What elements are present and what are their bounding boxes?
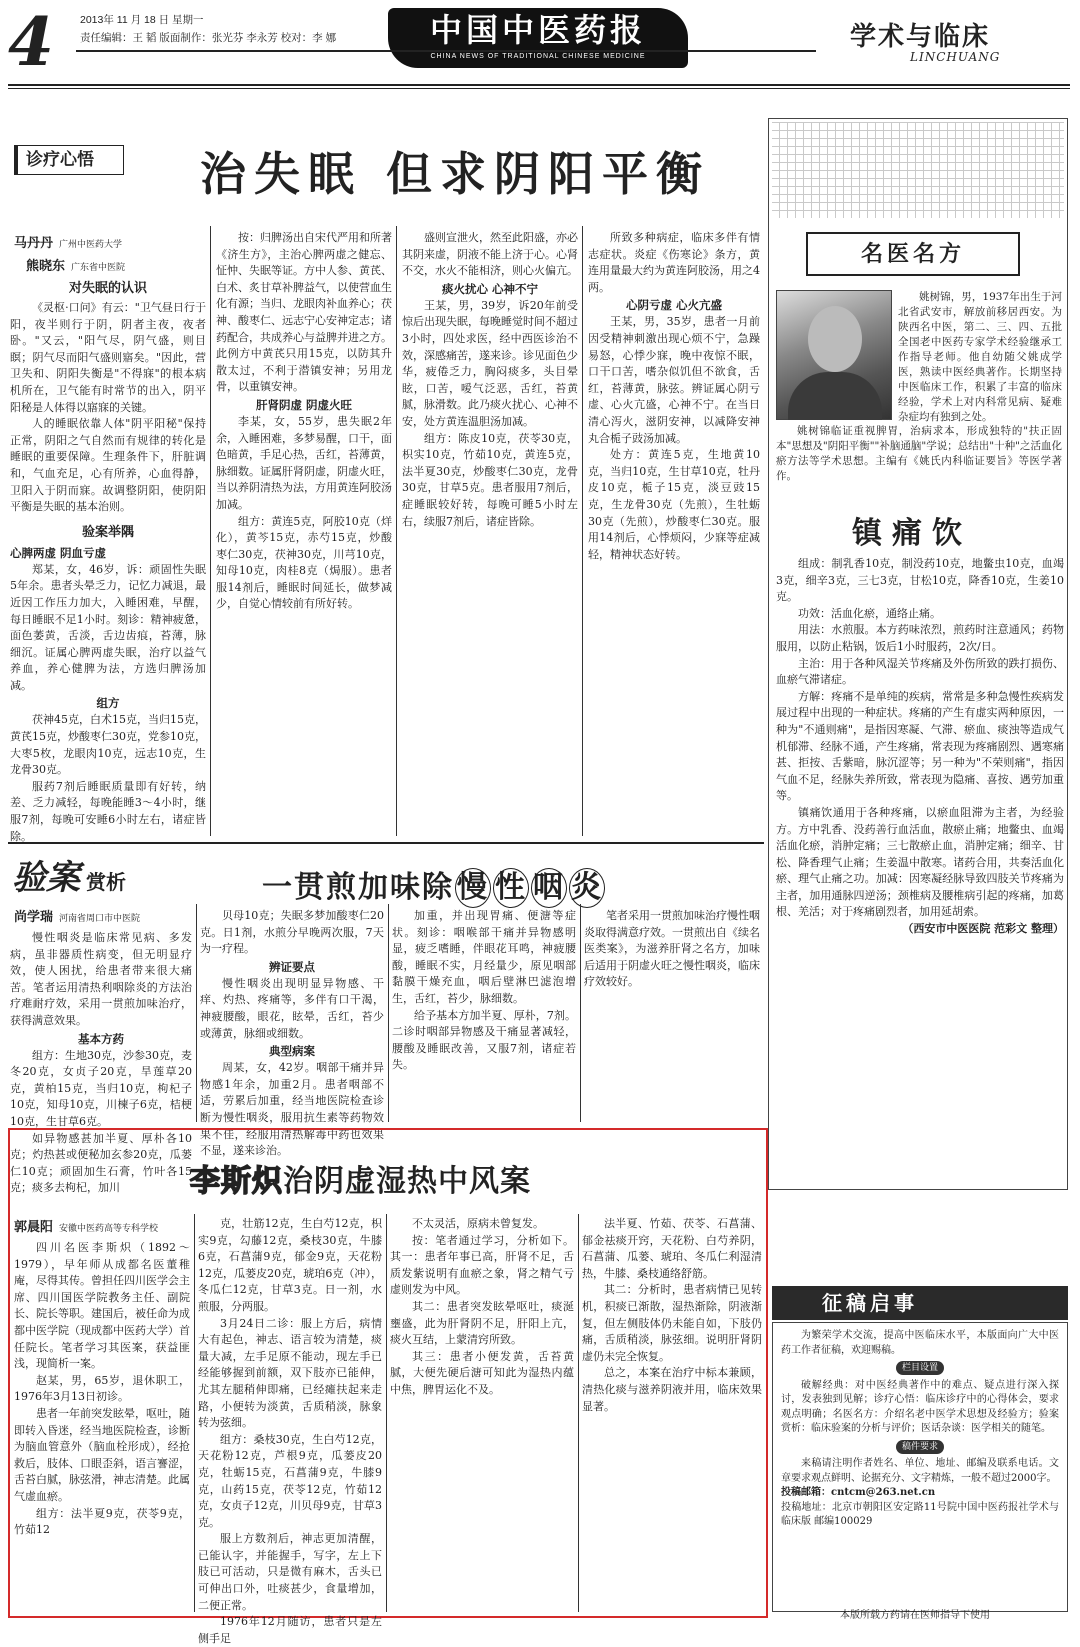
header-bottom-rule: [8, 84, 1070, 86]
column-divider: [386, 1214, 387, 1612]
paragraph: 郑某，女，46岁，诉：顽固性失眠5年余。患者头晕乏力，记忆力减退，最近因工作压力加大，入睡困难，早醒，每日睡眠不足1小时。刻诊：精神疲惫，面色萎黄，舌淡，舌边齿痕，苔薄，脉细沉。证属心脾两虚失眠，治疗以益气养血，养心健脾为法，方选归脾汤加减。: [10, 562, 206, 692]
paragraph: 用法：水煎服。本方药味浓烈，煎药时注意通风；药物服用，以防止粘锅，饭后1小时服药，2次/日。: [776, 623, 1064, 653]
editor-credits: 责任编辑：王 韬 版面制作：张光芬 李永芳 校对：李 娜: [80, 32, 337, 44]
article2-title: [262, 862, 606, 908]
column-divider: [578, 1214, 579, 1612]
paragraph: 组方：桑枝30克，生白芍12克，天花粉12克，芦根9克，瓜蒌皮20克，牡蛎15克，石菖蒲9克，牛膝9克，山药15克，茯苓12克，竹茹12克，女贞子12克，川贝母9克，甘草3克。: [198, 1432, 382, 1529]
author-name: 马丹丹: [14, 236, 54, 251]
case-subheading: 组方: [96, 696, 120, 711]
paragraph: 为繁荣学术交流，提高中医临床水平，本版面向广大中医药工作者征稿，欢迎赐稿。: [781, 1330, 1059, 1356]
paragraph: 组方：生地30克，沙参30克，麦冬20克，女贞子20克，旱莲草20克，黄柏15克，当归10克，枸杞子10克，知母10克，川楝子6克，桔梗10克，生甘草6克。: [10, 1048, 192, 1128]
paragraph: 加重，并出现胃痛、便溏等症状。刻诊：咽喉部干痛并异物感明显，疲乏嗜睡，伴眼花耳鸣，神疲腰酸，睡眠不实，月经量少，原见咽部黏膜干燥充血，咽后壁淋巴滤泡增生，舌红，苔少，脉细数。: [392, 909, 576, 1005]
article1-column-1: [10, 278, 206, 843]
column-divider: [580, 904, 581, 1122]
paragraph: 赵某，男，65岁，退休职工，1976年3月13日初诊。: [14, 1373, 190, 1404]
column-divider: [210, 226, 211, 836]
article2-title-prefix: 一贯煎加味除: [262, 870, 454, 905]
column-divider: [196, 904, 197, 1122]
paragraph: 服上方数剂后，神志更加清醒，已能认字，并能握手，写字，左上下肢已可活动，只是微有麻木，舌头已可伸出口外，吐痰甚少，食量增加，二便正常。: [198, 1532, 382, 1612]
article3-column-3: [390, 1216, 574, 1610]
doctor-bio: [898, 290, 1062, 423]
contact-email: 投稿邮箱：cntcm@263.net.cn: [781, 1487, 936, 1498]
article2-column-3: [392, 908, 576, 1120]
case-heading: 心脾两虚 阴血亏虚: [10, 545, 107, 560]
article2-tag-small: 赏析: [86, 870, 126, 894]
section-heading: 典型病案: [269, 1044, 315, 1059]
paragraph: 总之，本案在治疗中标本兼顾，清热化痰与滋养阴液并用，临床效果显著。: [582, 1366, 762, 1413]
decorative-pattern: [772, 122, 1064, 218]
page-number: 4: [8, 3, 54, 81]
author-affiliation: 河南省周口市中医院: [59, 914, 141, 924]
paragraph: 镇痛饮通用于各种疼痛，以瘀血阻滞为主者，为经验方。方中乳香、没药善行血活血，散瘀止痛；地鳖虫、血竭活血化瘀，消肿定痛；三七散瘀止血，消肿定痛；细辛、甘松、降香理气止痛；生姜温中散寒。诸药合用，共奏活血化瘀、理气止痛之功。加减：因寒凝经脉导致四肢关节疼痛为主者，加用通脉四逆汤；颈椎病及腰椎病引起的疼痛，加葛根、羌活；对于疼痛剧烈者，加用延胡索。: [776, 805, 1064, 919]
paragraph: 克，壮筋12克，生白芍12克，枳实9克，勾藤12克，桑枝30克，牛膝6克，石菖蒲9克，郁金9克，天花粉12克，瓜蒌皮20克，琥珀6克（冲），冬瓜仁12克，甘草3克。日一剂，水煎服，分两服。: [198, 1217, 382, 1313]
article3-column-4: [582, 1216, 762, 1610]
paragraph: 组方：陈皮10克，茯苓30克，枳实10克，竹茹10克，黄连5克，法半夏30克，炒酸枣仁30克，龙骨30克，甘草5克。患者服用7剂后，症睡眠较好转，每晚可睡5小时左右，续服7剂后，诸症皆除。: [402, 431, 578, 528]
paragraph: 来稿请注明作者姓名、单位、地址、邮编及联系电话。文章要求观点鲜明、论据充分、文字精炼，一般不超过2000字。: [781, 1458, 1059, 1484]
header-bottom-rule-thin: [8, 88, 1070, 89]
paragraph: 1976年12月随访，患者只是左侧手足: [198, 1615, 382, 1645]
paragraph: 其三：患者小便发黄，舌苔黄腻，大便先硬后溏可知此为湿热内蕴中焦，脾胃运化不及。: [390, 1349, 574, 1396]
article2-tag: [12, 850, 126, 899]
paragraph: 笔者采用一贯煎加味治疗慢性咽炎取得满意疗效。一贯煎出自《续名医类案》，为滋养肝肾之名方，加味后适用于阴虚火旺之慢性咽炎，临床疗效较好。: [584, 909, 760, 989]
issue-date: 2013年 11 月 18 日 星期一: [80, 14, 204, 26]
paragraph: 四川名医李斯炽（1892～1979），早年师从成都名医董稚庵，尽得其传。曾担任四川医学会主席、四川国医学院教务主任、副院长、院长等职。建国后，被任命为成都中医学院（现成都中医药大学）首任院长。笔者学习其医案，获益匪浅，现简析一案。: [14, 1241, 190, 1371]
section-title-en: LINCHUANG: [910, 50, 1001, 64]
paragraph: 主治：用于各种风湿关节疼痛及外伤所致的跌打损伤、血瘀气滞诸症。: [776, 656, 1064, 687]
paragraph: 3月24日二诊：服上方后，病情大有起色，神志、语言较为清楚，痰量大减，左手足原不能动，现左手已经能够握到前额，双下肢亦已能伸，尤其左腿稍伸即痛，已经瘫扶起来走路，小便转为淡黄，舌质稍淡，脉象转为弦细。: [198, 1316, 382, 1430]
article2-column-1: [10, 930, 192, 1195]
article1-column-3: [402, 230, 578, 838]
paragraph: 人的睡眠依靠人体"阴平阳秘"保持正常，阴阳之气自然而有规律的转化是睡眠的重要保障。生理条件下，肝脏调和，气血充足，心有所养，心血得静，卫阳入于阴而寐。故调整阴阳，使阴阳平衡是失眠的基本治则。: [10, 417, 206, 514]
article3-title-name: 李斯炽: [190, 1164, 283, 1199]
paper-name-en: CHINA NEWS OF TRADITIONAL CHINESE MEDICINE: [430, 53, 646, 60]
paragraph: 方解：疼痛不是单纯的疾病，常常是多种急慢性疾病发展过程中出现的一种症状。疼痛的产生有虚实两种原因，一种为"不通则痛"，是指因寒凝、气滞、瘀血、痰浊等造成气机郁滞、经脉不通，产生疼痛，常表现为疼痛剧烈、遇寒痛甚、拒按、舌紫暗，脉沉涩等；另一种为"不荣则痛"，指因气血不足，经脉失养所致，常表现为隐痛、喜按、遇劳加重等。: [776, 689, 1064, 803]
paragraph: 王某，男，39岁，诉20年前受惊后出现失眠，每晚睡觉时间不超过3小时，四处求医，经中西医诊治不效，深感痛苦，遂来诊。诊见面色少华，疲倦乏力，胸闷痰多，头目晕眩，口苦，嗳气泛恶，舌红，苔黄腻，脉滑数。此乃痰火扰心、心神不安，处方黄连温胆汤加减。: [402, 298, 578, 428]
case-heading: 肝肾阴虚 阴虚火旺: [255, 397, 352, 412]
paragraph: 法半夏、竹茹、茯苓、石菖蒲、郁金祛痰开窍，天花粉、白芍养阴，石菖蒲、瓜蒌、琥珀、冬瓜仁利湿清热，牛膝、桑枝通络舒筋。: [582, 1217, 762, 1280]
article2-column-4: [584, 908, 760, 1120]
author-affiliation: 广州中医药大学: [59, 240, 123, 250]
article1-tag: 诊疗心悟: [14, 145, 124, 175]
paragraph: 给予基本方加半夏、厚朴，7剂。二诊时咽部异物感及干痛显著减轻，腰酸及睡眠改善，又服7剂，诸症若失。: [392, 1008, 576, 1072]
paragraph: 盛则宣泄火，然至此阳盛，亦必其阴来虚，阴液不能上济于心。心肾不交，水火不能相济，则心火偏亢。: [402, 231, 578, 278]
section-heading: 辨证要点: [269, 959, 315, 974]
column-divider: [194, 1214, 195, 1612]
footer-note: 本版所载方药请在医师指导下使用: [840, 1610, 990, 1621]
article3-byline: [14, 1216, 214, 1239]
paragraph: 《灵枢·口问》有云："卫气昼日行于阳，夜半则行于阴，阴者主夜，夜者卧。"又云，"阳气尽，阴气盛，则目瞑；阴气尽而阳气盛则寤矣。"因此，营卫失和、阴阳失衡是"不得寐"的根本病机所在，卫气能有时常节的出入，阴平阳秘是人体得以寤寐的关键。: [10, 301, 206, 414]
section-title: 学术与临床: [850, 22, 991, 52]
article2-tag-main: 验案: [12, 858, 80, 898]
article1-title: 治失眠 但求阴阳平衡: [200, 147, 711, 201]
author-name: 郭晨阳: [14, 1220, 54, 1235]
paragraph: 其二：分析时，患者病情已见转机，积痰已渐散，湿热渐除，阴液渐复，但左侧肢体仍未能自如，下肢仍痛，舌质稍淡，脉弦细。说明肝肾阴虚仍未完全恢复。: [582, 1283, 762, 1363]
paragraph: 所致多种病症，临床多伴有情志症状。炎症《伤寒论》条方，黄连用量最大约为黄连阿胶汤，用之4两。: [588, 231, 760, 294]
case-heading: 心阴亏虚 心火亢盛: [625, 298, 722, 313]
paragraph: 贝母10克；失眠多梦加酸枣仁20克。日1剂，水煎分早晚两次服，7天为一疗程。: [200, 909, 384, 956]
article1-column-4: [588, 230, 760, 838]
section-heading: 基本方药: [78, 1031, 124, 1046]
doctor-portrait-face: [808, 306, 862, 372]
author-name: 尚学瑞: [14, 910, 54, 925]
article3-column-1: [14, 1240, 190, 1610]
paragraph: 按：归脾汤出自宋代严用和所著《济生方》，主治心脾两虚之健忘、怔忡、失眠等证。方中人参、黄芪、白术、炙甘草补脾益气，以使营血生化有源；当归、龙眼肉补血养心；茯神、酸枣仁、远志宁心安神定志；诸药配合，共成养心与益脾并进之方。此例方中黄芪只用15克，以防其升散太过，不利于潜镇安神；另用龙骨，以重镇安神。: [216, 231, 392, 394]
article3-title-rest: 治阴虚湿热中风案: [283, 1164, 531, 1199]
contributor: （西安市中医医院 范彩文 整理）: [902, 922, 1064, 936]
header-rule: [76, 50, 816, 52]
paragraph: 李某，女，55岁，患失眠2年余，入睡困难，多梦易醒，口干，面色暗黄，手足心热，舌红，苔薄黄，脉细数。证属肝肾阴虚，阴虚火旺，当以养阴清热为法，方用黄连阿胶汤加减。: [216, 414, 392, 511]
column-divider: [396, 226, 397, 836]
badge: 栏目设置: [896, 1361, 944, 1375]
section-divider: [8, 842, 764, 844]
formula-details: [776, 556, 1064, 1174]
call-for-papers-heading: 征稿启事: [772, 1286, 1068, 1320]
contact-address: 投稿地址：北京市朝阳区安定路11号院中国中医药报社学术与临床版 邮编100029: [781, 1501, 1059, 1527]
author-affiliation: 安徽中医药高等专科学校: [59, 1224, 159, 1234]
call-for-papers-body: [772, 1322, 1068, 1612]
famous-doctor-heading: 名医名方: [806, 232, 1020, 276]
paragraph: 组成：制乳香10克，制没药10克，地鳖虫10克，血竭3克，细辛3克，三七3克，甘松10克，降香10克，生姜10克。: [776, 557, 1064, 604]
paragraph: 功效：活血化瘀，通络止痛。: [798, 606, 941, 620]
section-heading: 对失眠的认识: [68, 281, 147, 296]
paragraph: 如异物感甚加半夏、厚朴各10克；灼热甚或便秘加玄参20克，瓜蒌仁10克；顽固加生石膏，竹叶各15克；痰多去枸杞，加川: [10, 1131, 192, 1195]
article3-column-2: [198, 1216, 382, 1645]
paragraph: 患者一年前突发眩晕，呕吐，随即转入昏迷，经当地医院检查，诊断为脑血管意外（脑血栓形成），经抢救后，肢体、口眼歪斜，语言謇涩，舌苔白腻，脉弦滑，神志清楚。此属气虚血瘀。: [14, 1406, 190, 1503]
paragraph: 王某，男，35岁，患者一月前因受精神刺激出现心烦不宁，急躁易怒，心悸少寐，晚中夜惊不眠，口干口苦，嗜杂似饥但不欲食，舌红，苔薄黄，脉弦。辨证属心阴亏虚、心火亢盛，心神不宁。在当日清心泻火，滋阴安神，以减降安神丸合栀子豉汤加减。: [588, 315, 760, 445]
paragraph: 周某，女，42岁。咽部干痛并异物感1年余，加重2月。患者咽部不适，劳累后加重，经当地医院检查诊断为慢性咽炎，服用抗生素等药物效果不佳，经服用清热解毒中药也效果不显，遂来诊治。: [200, 1061, 384, 1158]
article1-byline: [14, 232, 214, 278]
paragraph: 不太灵活，原病未曾复发。: [412, 1217, 544, 1230]
paper-name: 中国中医药报: [429, 11, 646, 49]
author-name: 熊晓东: [26, 259, 66, 274]
author-affiliation: 广东省中医院: [71, 263, 126, 273]
paragraph: 慢性咽炎是临床常见病、多发病，虽非器质性病变，但无明显疗效，使人困扰，给患者带来很大痛苦。笔者运用清热利咽除炎的方法治疗难耐疗效，采用一贯煎加味治疗，获得满意效果。: [10, 931, 192, 1027]
paragraph: 服药7剂后睡眠质量即有好转，纳差、乏力减轻，每晚能睡3～4小时，继服7剂，每晚可安睡6小时左右，诸症皆除。: [10, 779, 206, 843]
title-boxed-char: 咽: [531, 868, 567, 908]
paragraph: 按：笔者通过学习，分析如下。其一：患者年事已高，肝肾不足，舌质发紫说明有血瘀之象，肾之精气亏虚则发为中风。: [390, 1233, 574, 1297]
paragraph: 破解经典：对中医经典著作中的难点、疑点进行深入探讨，发表独到见解；诊疗心悟：临床诊疗中的心得体会，要求观点明确；名医名方：介绍名老中医学术思想及经验方；验案赏析：临床验案的分析与评价；医话杂谈：医学相关的随笔。: [781, 1379, 1059, 1434]
paragraph: 姚树锦，男，1937年出生于河北省武安市，解放前移居西安。为陕西名中医，第二、三、四、五批全国老中医药专家学术经验继承工作指导老师。他自幼随父姚成学医，熟读中医经典著作。长期坚持中医临床工作，积累了丰富的临床经验，学术上对内科常见病、疑难杂症均有独到之处。: [898, 291, 1062, 423]
section-heading: 验案举隅: [81, 524, 134, 540]
case-heading: 痰火扰心 心神不宁: [441, 281, 538, 296]
badge: 稿件要求: [896, 1440, 944, 1454]
paragraph: 组方：法半夏9克，茯苓9克，竹茹12: [14, 1506, 190, 1537]
article1-column-2: [216, 230, 392, 838]
paper-masthead: [388, 8, 688, 68]
title-boxed-char: 炎: [569, 868, 605, 908]
column-divider: [582, 226, 583, 836]
paragraph: 茯神45克，白术15克，当归15克，黄芪15克，炒酸枣仁30克，党参10克，大枣5枚，龙眼肉10克，远志10克，生龙骨30克。: [10, 713, 206, 777]
article2-column-2: [200, 908, 384, 1158]
paragraph: 慢性咽炎出现明显异物感、干痒、灼热、疼痛等，多伴有口干渴，神疲腰酸，眼花，眩晕，舌红，苔少或薄黄，脉细或细数。: [200, 976, 384, 1040]
title-boxed-char: 慢: [455, 868, 491, 908]
paragraph: 组方：黄连5克，阿胶10克（烊化），黄芩15克，赤芍15克，炒酸枣仁30克，茯神30克，川芎10克，知母10克，肉桂8克（焗服）。患者服14剂后，睡眠时间延长，做梦减少，自觉心情较前有所好转。: [216, 514, 392, 611]
paragraph: 其二：患者突发眩晕呕吐，痰涎壅盛，此为肝肾阴不足，肝阳上亢，痰火互结，上蒙清窍所致。: [390, 1299, 574, 1347]
doctor-bio-2: [776, 424, 1062, 496]
article2-byline: [14, 906, 214, 929]
column-divider: [388, 904, 389, 1122]
formula-name: 镇痛饮: [852, 516, 972, 551]
title-boxed-char: 性: [493, 868, 529, 908]
paragraph: 姚树锦临证重视脾胃，治病求本，形成独特的"扶正固本"思想及"阴阳平衡""补脑通脑"学说；总结出"十种"之活血化瘀方法等学术思想。主编有《姚氏内科临证要旨》等医学著作。: [776, 425, 1062, 482]
paragraph: 处方：黄连5克，生地黄10克，当归10克，生甘草10克，牡丹皮10克，栀子15克，淡豆豉15克，生龙骨30克（先煎），生牡蛎30克（先煎），炒酸枣仁30克。服用14剂后，心悸烦闷，少寐等症减轻，精神状态好转。: [588, 448, 760, 561]
article3-title: [190, 1156, 531, 1200]
